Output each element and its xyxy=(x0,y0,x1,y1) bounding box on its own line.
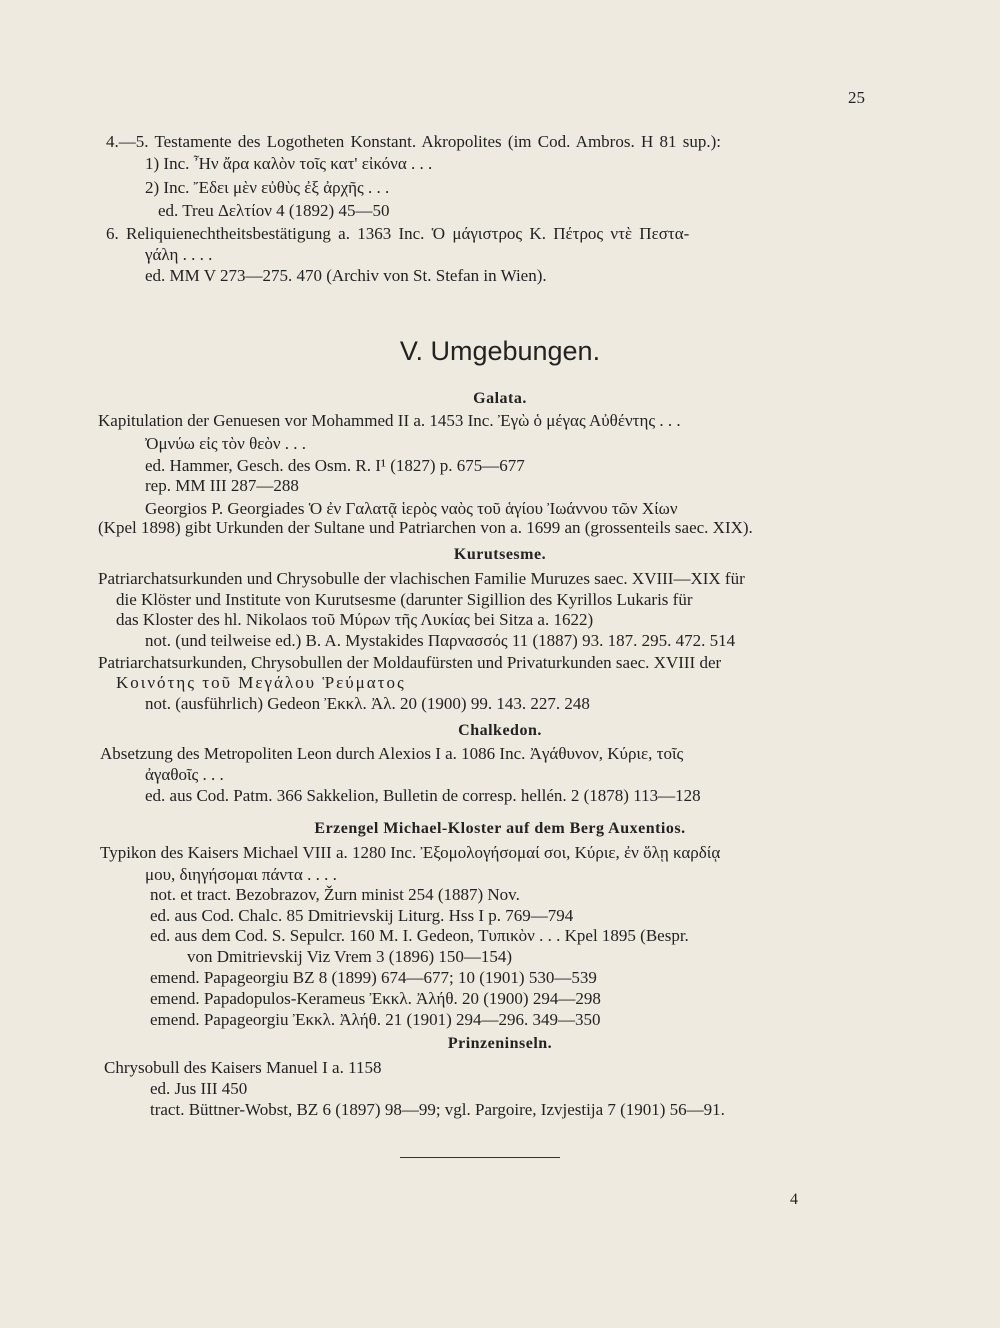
subsection-heading: Galata. xyxy=(473,390,527,407)
entry-line: Absetzung des Metropoliten Leon durch Alexios I a. 1086 Inc. Ἀγάθυνον, Κύριε, τοῖς xyxy=(100,744,684,763)
footer-rule xyxy=(400,1157,560,1158)
entry-line: die Klöster und Institute von Kurutsesme (darunter Sigillion des Kyrillos Lukaris für xyxy=(116,590,693,609)
entry-line: das Kloster des hl. Nikolaos τοῦ Μύρων τῆς Λυκίας bei Sitza a. 1622) xyxy=(116,610,594,629)
entry-line: 2) Inc. Ἔδει μὲν εὐθὺς ἐξ ἀρχῆς . . . xyxy=(145,178,390,197)
entry-line: Κοινότης τοῦ Μεγάλου Ῥεύματος xyxy=(116,673,406,692)
entry-line: γάλη . . . . xyxy=(145,245,213,264)
entry-line: μου, διηγήσομαι πάντα . . . . xyxy=(145,865,337,884)
entry-line: emend. Papadopulos-Kerameus Ἐκκλ. Ἀλήθ. 20 (1900) 294—298 xyxy=(150,989,601,1008)
entry-line: ἀγαθοῖς . . . xyxy=(145,765,224,784)
page-number: 25 xyxy=(848,88,865,107)
entry-line: (Kpel 1898) gibt Urkunden der Sultane und Patriarchen von a. 1699 an (grossenteils saec. XIX). xyxy=(98,518,753,537)
entry-line: not. (ausführlich) Gedeon Ἐκκλ. Ἀλ. 20 (1900) 99. 143. 227. 248 xyxy=(145,694,590,713)
entry-line: Chrysobull des Kaisers Manuel I a. 1158 xyxy=(104,1058,382,1077)
entry-line: emend. Papageorgiu Ἐκκλ. Ἀλήθ. 21 (1901) 294—296. 349—350 xyxy=(150,1010,601,1029)
entry-line: ed. Jus III 450 xyxy=(150,1079,248,1098)
entry-line: von Dmitrievskij Viz Vrem 3 (1896) 150—154) xyxy=(187,947,513,966)
subsection-heading: Prinzeninseln. xyxy=(447,1035,553,1052)
entry-line: Patriarchatsurkunden und Chrysobulle der vlachischen Familie Muruzes saec. XVIII—XIX für xyxy=(98,569,745,588)
entry-line: emend. Papageorgiu BZ 8 (1899) 674—677; 10 (1901) 530—539 xyxy=(150,968,597,987)
subsection-heading: Chalkedon. xyxy=(458,722,542,739)
signature-mark: 4 xyxy=(790,1191,798,1208)
entry-line: Georgios P. Georgiades Ὁ ἐν Γαλατᾷ ἱερὸς ναὸς τοῦ ἁγίου Ἰωάννου τῶν Χίων xyxy=(145,499,678,518)
entry-line: ed. aus Cod. Chalc. 85 Dmitrievskij Liturg. Hss I p. 769—794 xyxy=(150,906,574,925)
entry-line: ed. aus Cod. Patm. 366 Sakkelion, Bulletin de corresp. hellén. 2 (1878) 113—128 xyxy=(145,786,701,805)
subsection-heading: Kurutsesme. xyxy=(453,546,547,563)
entry-line: 1) Inc. Ἦν ἄρα καλὸν τοῖς κατ' εἰκόνα . . . xyxy=(145,154,433,173)
entry-line: tract. Büttner-Wobst, BZ 6 (1897) 98—99; vgl. Pargoire, Izvjestija 7 (1901) 56—91. xyxy=(150,1100,725,1119)
entry-line: Kapitulation der Genuesen vor Mohammed II a. 1453 Inc. Ἐγὼ ὁ μέγας Αὐθέντης . . . xyxy=(98,411,681,430)
entry-line: Typikon des Kaisers Michael VIII a. 1280 Inc. Ἐξομολογήσομαί σοι, Κύριε, ἐν ὅλῃ καρδίᾳ xyxy=(100,843,721,862)
subsection-heading: Erzengel Michael-Kloster auf dem Berg Auxentios. xyxy=(314,820,686,837)
entry-line: not. (und teilweise ed.) B. A. Mystakides Παρνασσός 11 (1887) 93. 187. 295. 472. 514 xyxy=(145,631,736,650)
entry-line: not. et tract. Bezobrazov, Žurn minist 254 (1887) Nov. xyxy=(150,885,520,904)
section-heading: V. Umgebungen. xyxy=(399,336,601,366)
entry-line: 4.—5. Testamente des Logotheten Konstant. Akropolites (im Cod. Ambros. H 81 sup.): xyxy=(106,132,721,151)
entry-line: Ὀμνύω εἰς τὸν θεὸν . . . xyxy=(145,434,307,453)
entry-line: Patriarchatsurkunden, Chrysobullen der Moldaufürsten und Privaturkunden saec. XVIII der xyxy=(98,653,722,672)
entry-line: rep. MM III 287—288 xyxy=(145,476,299,495)
entry-line: ed. MM V 273—275. 470 (Archiv von St. Stefan in Wien). xyxy=(145,266,547,285)
entry-line: ed. aus dem Cod. S. Sepulcr. 160 M. I. Gedeon, Τυπικὸν . . . Kpel 1895 (Bespr. xyxy=(150,926,689,945)
entry-line: ed. Hammer, Gesch. des Osm. R. I¹ (1827) p. 675—677 xyxy=(145,456,525,475)
entry-line: 6. Reliquienechtheitsbestätigung a. 1363 Inc. Ὁ μάγιστρος Κ. Πέτρος ντὲ Πεστα- xyxy=(106,224,690,243)
entry-line: ed. Treu Δελτίον 4 (1892) 45—50 xyxy=(158,201,390,220)
